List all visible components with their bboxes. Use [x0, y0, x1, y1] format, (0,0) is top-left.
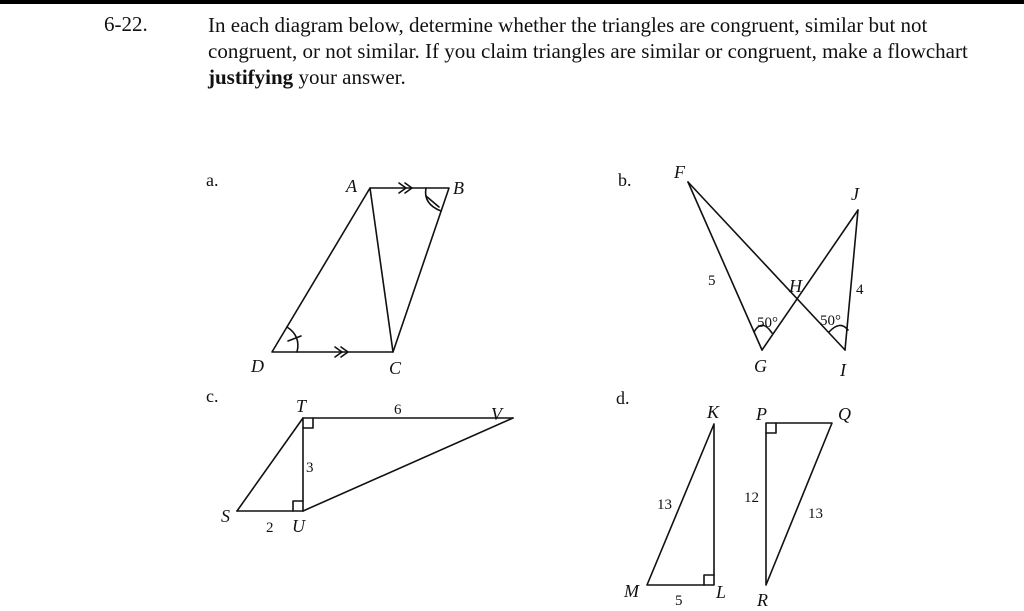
right-angle-mark-t: [303, 418, 313, 428]
diagonal-ac: [370, 188, 393, 352]
segment-uv: [303, 418, 513, 511]
segment-fg: [688, 182, 762, 350]
vertex-label-u: U: [292, 516, 305, 536]
diagram-c-figure: [237, 418, 513, 511]
right-angle-mark-p: [766, 423, 776, 433]
vertex-label-l: L: [716, 582, 727, 602]
instructions-text-end: your answer.: [293, 65, 406, 89]
side-length-qr: 13: [808, 506, 823, 522]
vertex-label-t: T: [296, 396, 307, 416]
vertex-label-f: F: [674, 162, 685, 182]
vertex-label-d: D: [251, 356, 264, 376]
angle-measure-g: 50°: [757, 315, 778, 331]
vertex-label-p: P: [756, 404, 767, 424]
side-length-ji: 4: [856, 282, 864, 298]
side-length-fg: 5: [708, 273, 716, 289]
diagram-a-figure: [272, 183, 449, 357]
side-length-su: 2: [266, 520, 274, 536]
instructions-bold-word: justifying: [208, 65, 294, 89]
vertex-label-b: B: [453, 178, 464, 198]
vertex-label-q: Q: [838, 404, 851, 424]
triangle-pqr: [766, 423, 832, 585]
diagram-d-figure: [647, 423, 832, 585]
part-label-d: d.: [616, 388, 630, 408]
angle-measure-i: 50°: [820, 313, 841, 329]
side-length-mk: 13: [657, 497, 672, 513]
part-label-a: a.: [206, 170, 219, 190]
side-length-tv: 6: [394, 402, 402, 418]
part-label-c: c.: [206, 386, 219, 406]
vertex-label-c: C: [389, 358, 402, 378]
vertex-label-s: S: [221, 506, 230, 526]
vertex-label-j: J: [851, 184, 859, 204]
vertex-label-i: I: [840, 360, 846, 380]
parallelogram-abcd: [272, 188, 449, 352]
right-angle-mark-u: [293, 501, 303, 511]
side-length-tu: 3: [306, 460, 314, 476]
vertex-label-g: G: [754, 356, 767, 376]
vertex-label-m: M: [624, 581, 639, 601]
side-length-ml: 5: [675, 593, 683, 609]
vertex-label-k: K: [707, 402, 720, 422]
instructions-text-start: In each diagram below, determine whether the triangles are congruent, similar but not congruent, or not similar. If you claim triangles are similar or congruent, make a flowchart: [208, 13, 968, 63]
vertex-label-a: A: [346, 176, 357, 196]
right-angle-mark-l: [704, 575, 714, 585]
side-length-pr: 12: [744, 490, 759, 506]
vertex-label-h: H: [789, 276, 802, 296]
problem-number: 6-22.: [104, 12, 148, 36]
angle-tick-d: [288, 336, 301, 341]
vertex-label-r: R: [757, 590, 768, 610]
part-label-b: b.: [618, 170, 632, 190]
vertex-label-v: V: [491, 404, 502, 424]
segment-st: [237, 418, 303, 511]
